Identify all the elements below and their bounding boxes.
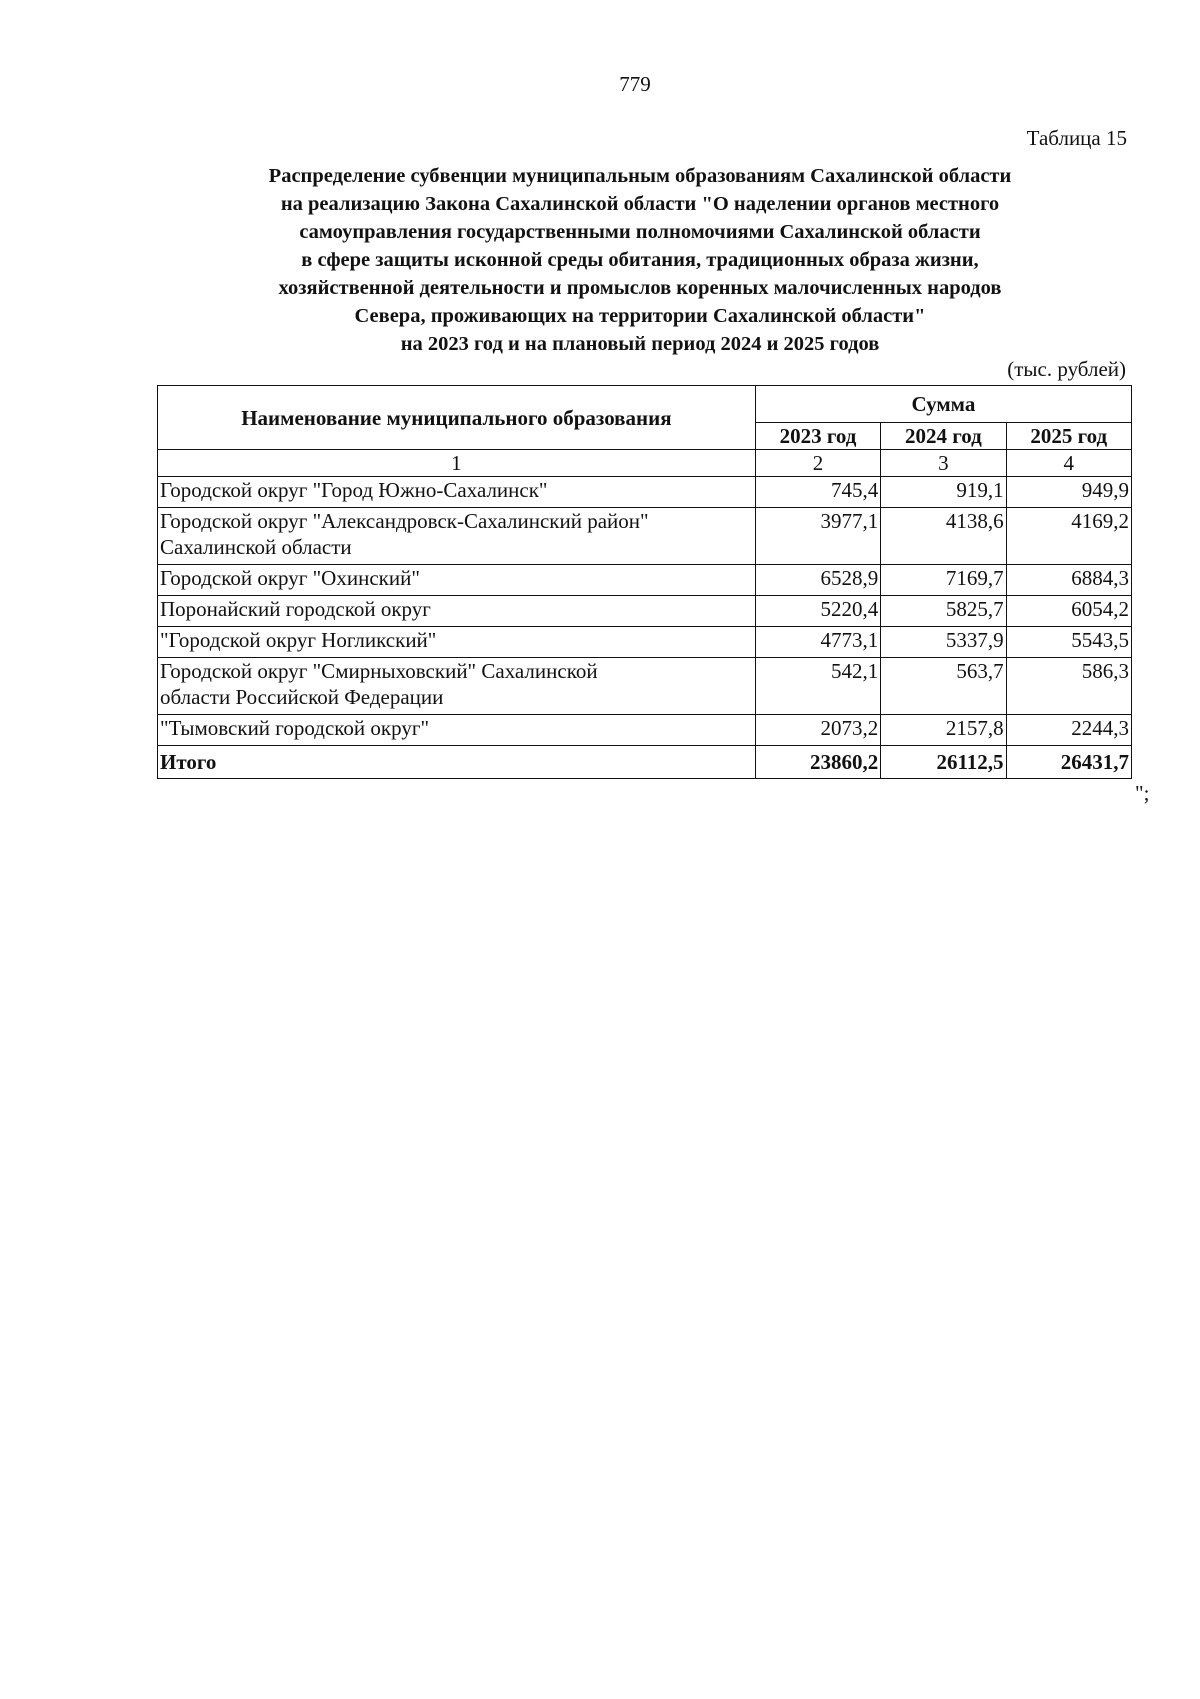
name-line: Городской округ "Город Южно-Сахалинск"	[160, 478, 548, 502]
title-line: хозяйственной деятельности и промыслов коренных малочисленных народов	[278, 277, 1002, 299]
name-line: Поронайский городской округ	[160, 597, 431, 621]
column-index: 2	[755, 450, 880, 477]
municipality-name	[158, 658, 756, 715]
title-line: Севера, проживающих на территории Сахалинской области"	[354, 305, 926, 327]
name-line: области Российской Федерации	[160, 685, 444, 709]
column-index: 1	[158, 450, 756, 477]
value-2024: 563,7	[881, 658, 1006, 715]
column-index: 4	[1006, 450, 1131, 477]
header-sum-group: Сумма	[755, 386, 1131, 423]
table-row	[158, 715, 1132, 746]
value-2025: 4169,2	[1006, 508, 1131, 565]
total-2024: 26112,5	[881, 746, 1006, 779]
municipality-name	[158, 627, 756, 658]
name-line: Городской округ "Александровск-Сахалинский район"	[160, 509, 649, 533]
table-row	[158, 627, 1132, 658]
value-2024: 5337,9	[881, 627, 1006, 658]
value-2025: 6054,2	[1006, 596, 1131, 627]
total-label: Итого	[158, 746, 756, 779]
value-2024: 919,1	[881, 477, 1006, 508]
header-name-column: Наименование муниципального образования	[158, 386, 756, 450]
header-year-2024: 2024 год	[881, 423, 1006, 450]
name-line: Сахалинской области	[160, 535, 352, 559]
value-2023: 5220,4	[755, 596, 880, 627]
column-index: 3	[881, 450, 1006, 477]
value-2023: 745,4	[755, 477, 880, 508]
municipality-name	[158, 508, 756, 565]
municipality-name	[158, 596, 756, 627]
table-row	[158, 596, 1132, 627]
header-year-2023: 2023 год	[755, 423, 880, 450]
value-2023: 3977,1	[755, 508, 880, 565]
units-label: (тыс. рублей)	[1007, 357, 1126, 381]
value-2025: 2244,3	[1006, 715, 1131, 746]
table-row	[158, 477, 1132, 508]
table-row	[158, 565, 1132, 596]
table-label: Таблица 15	[1026, 126, 1127, 150]
name-line: "Городской округ Ногликский"	[160, 628, 437, 652]
value-2023: 2073,2	[755, 715, 880, 746]
header-year-2025: 2025 год	[1006, 423, 1131, 450]
total-row	[158, 746, 1132, 779]
subvention-table	[157, 385, 1132, 779]
total-2025: 26431,7	[1006, 746, 1131, 779]
title-line: в сфере защиты исконной среды обитания, традиционных образа жизни,	[301, 249, 979, 271]
table-row	[158, 658, 1132, 715]
value-2023: 542,1	[755, 658, 880, 715]
value-2024: 4138,6	[881, 508, 1006, 565]
municipality-name	[158, 565, 756, 596]
name-line: Городской округ "Смирныховский" Сахалинской	[160, 659, 598, 683]
title-line: Распределение субвенции муниципальным образованиям Сахалинской области	[268, 165, 1012, 187]
value-2025: 5543,5	[1006, 627, 1131, 658]
page-number: 779	[619, 72, 651, 96]
title-line: на реализацию Закона Сахалинской области "О наделении органов местного	[280, 193, 1000, 215]
value-2025: 6884,3	[1006, 565, 1131, 596]
value-2023: 4773,1	[755, 627, 880, 658]
closing-quote-mark: ";	[1135, 781, 1150, 805]
total-2023: 23860,2	[755, 746, 880, 779]
value-2025: 949,9	[1006, 477, 1131, 508]
municipality-name	[158, 715, 756, 746]
value-2024: 7169,7	[881, 565, 1006, 596]
title-line: самоуправления государственными полномочиями Сахалинской области	[299, 221, 981, 243]
value-2023: 6528,9	[755, 565, 880, 596]
name-line: Городской округ "Охинский"	[160, 566, 420, 590]
value-2024: 5825,7	[881, 596, 1006, 627]
name-line: "Тымовский городской округ"	[160, 716, 430, 740]
value-2025: 586,3	[1006, 658, 1131, 715]
value-2024: 2157,8	[881, 715, 1006, 746]
document-title	[150, 162, 1130, 358]
municipality-name	[158, 477, 756, 508]
table-row	[158, 508, 1132, 565]
title-line: на 2023 год и на плановый период 2024 и 2025 годов	[400, 333, 880, 355]
